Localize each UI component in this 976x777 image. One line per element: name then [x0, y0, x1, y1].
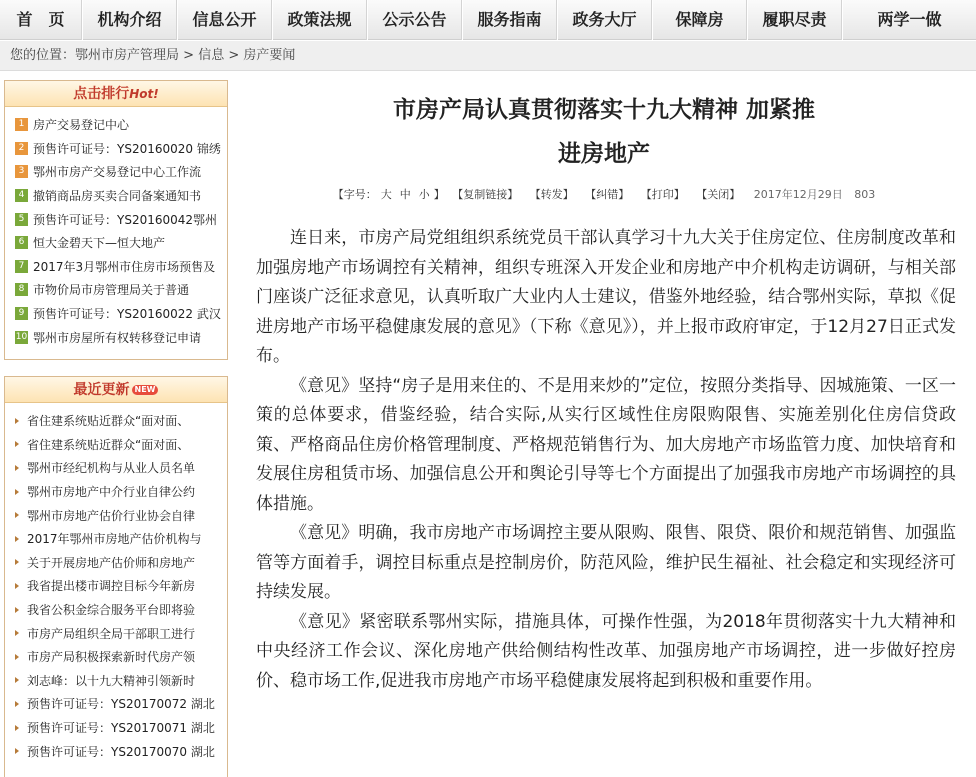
hot-item[interactable] — [15, 255, 227, 279]
hot-item[interactable] — [15, 207, 227, 231]
list-item[interactable] — [15, 692, 227, 716]
list-item-text: 我省公积金综合服务平台即将验 — [27, 603, 196, 618]
bullet-icon — [15, 630, 19, 636]
article-paragraph: 《意见》紧密联系鄂州实际，措施具体，可操作性强，为2018年贯彻落实十九大精神和中央经济工作会议、深化房地产供给侧结构性改革、加强房地产市场调控，进一步做好控房价、稳市场工作,促进我市房地产市场平稳健康发展将起到积极和重要作用。 — [256, 611, 956, 691]
list-item-text: 省住建系统贴近群众“面对面、 — [27, 437, 190, 452]
nav-duty[interactable]: 履职尽责 — [747, 0, 842, 40]
hot-item-text: 预售许可证号：YS20160022 武汉 — [33, 307, 221, 322]
hot-ranking-title: 点击排行 — [73, 86, 130, 102]
breadcrumb-sep: > — [179, 48, 199, 63]
breadcrumb-prefix: 您的位置： — [10, 48, 76, 63]
breadcrumb-home[interactable]: 鄂州市房产管理局 — [75, 48, 180, 63]
hot-item-text: 恒大金碧天下—恒大地产 — [33, 236, 166, 251]
list-item[interactable] — [15, 598, 227, 622]
close-button[interactable]: 【关闭】 — [696, 188, 741, 201]
breadcrumb-info[interactable]: 信息 — [198, 48, 225, 63]
font-size-label: 【字号： — [332, 188, 377, 201]
bullet-icon — [15, 607, 19, 613]
list-item[interactable] — [15, 669, 227, 693]
bullet-icon — [15, 465, 19, 471]
list-item-text: 鄂州市房地产中介行业自律公约 — [27, 485, 196, 500]
list-item-text: 预售许可证号：YS20170071 湖北 — [27, 721, 215, 736]
list-item-text: 省住建系统贴近群众“面对面、 — [27, 414, 190, 429]
font-size-end: 】 — [433, 188, 445, 201]
hot-item-text: 鄂州市房产交易登记中心工作流 — [33, 165, 202, 180]
rank-number: 5 — [15, 213, 28, 226]
rank-number: 3 — [15, 165, 28, 178]
list-item-text: 2017年鄂州市房地产估价机构与 — [27, 532, 202, 547]
list-item[interactable] — [15, 409, 227, 433]
article-paragraph: 《意见》明确，我市房地产市场调控主要从限购、限售、限贷、限价和规范销售、加强监管等方面着手，调控目标重点是控制房价，防范风险，维护民生福祉、社会稳定和实现经济可持续发展。 — [256, 523, 956, 602]
list-item-text: 关于开展房地产估价师和房地产 — [27, 555, 196, 570]
rank-number: 1 — [15, 118, 28, 131]
hot-item-text: 2017年3月鄂州市住房市场预售及 — [33, 259, 216, 274]
bullet-icon — [15, 583, 19, 589]
list-item-text: 鄂州市经纪机构与从业人员名单 — [27, 461, 196, 476]
hot-item-text: 市物价局市房管理局关于普通 — [33, 283, 190, 298]
list-item-text: 刘志峰：以十九大精神引领新时 — [27, 673, 196, 688]
nav-gov-hall[interactable]: 政务大厅 — [557, 0, 652, 40]
bullet-icon — [15, 677, 19, 683]
rank-number: 6 — [15, 236, 28, 249]
list-item-text: 预售许可证号：YS20170072 湖北 — [27, 697, 215, 712]
list-item[interactable] — [15, 456, 227, 480]
rank-number: 7 — [15, 260, 28, 273]
bullet-icon — [15, 418, 19, 424]
article-body — [240, 224, 968, 696]
hot-ranking-box — [4, 80, 228, 360]
hot-item[interactable] — [15, 137, 227, 161]
rank-number: 10 — [15, 331, 28, 342]
list-item-text: 预售许可证号：YS20170070 湖北 — [27, 744, 215, 759]
hot-ranking-header — [5, 81, 227, 107]
rank-number: 8 — [15, 283, 28, 296]
nav-service-guide[interactable]: 服务指南 — [462, 0, 557, 40]
forward-button[interactable]: 【转发】 — [529, 188, 574, 201]
bullet-icon — [15, 489, 19, 495]
nav-notice[interactable]: 公示公告 — [367, 0, 462, 40]
nav-info-public[interactable]: 信息公开 — [177, 0, 272, 40]
font-size-large[interactable]: 大 — [380, 188, 392, 201]
bullet-icon — [15, 512, 19, 518]
bullet-icon — [15, 559, 19, 565]
list-item[interactable] — [15, 480, 227, 504]
new-badge: NEW — [132, 385, 159, 395]
hot-item[interactable] — [15, 302, 227, 326]
hot-item[interactable] — [15, 113, 227, 137]
rank-number: 9 — [15, 307, 28, 320]
article-title-line1: 市房产局认真贯彻落实十九大精神 加紧推 — [392, 96, 815, 123]
breadcrumb — [0, 41, 976, 71]
breadcrumb-sep: > — [224, 48, 244, 63]
hot-item[interactable] — [15, 231, 227, 255]
list-item-text: 我省提出楼市调控目标今年新房 — [27, 579, 196, 594]
list-item-text: 市房产局组织全局干部职工进行 — [27, 626, 196, 641]
bullet-icon — [15, 701, 19, 707]
hot-item-text: 预售许可证号：YS20160042鄂州 — [33, 212, 218, 227]
hot-item-text: 撤销商品房买卖合同备案通知书 — [33, 189, 202, 204]
latest-updates-header — [5, 377, 227, 403]
hot-item-text: 预售许可证号：YS20160020 锦绣 — [33, 141, 221, 156]
font-size-medium[interactable]: 中 — [399, 188, 411, 201]
hot-ranking-list — [5, 107, 227, 349]
publish-date: 2017年12月29日 — [753, 188, 843, 201]
rank-number: 4 — [15, 189, 28, 202]
font-size-small[interactable]: 小 — [418, 188, 430, 201]
view-count: 803 — [854, 188, 876, 201]
article-title-line2: 进房地产 — [558, 140, 650, 167]
bullet-icon — [15, 441, 19, 447]
list-item[interactable] — [15, 574, 227, 598]
list-item[interactable] — [15, 621, 227, 645]
bullet-icon — [15, 654, 19, 660]
bullet-icon — [15, 748, 19, 754]
latest-updates-box — [4, 376, 228, 777]
correction-button[interactable]: 【纠错】 — [585, 188, 630, 201]
rank-number: 2 — [15, 142, 28, 155]
hot-item[interactable] — [15, 184, 227, 208]
bullet-icon — [15, 725, 19, 731]
hot-item[interactable] — [15, 160, 227, 184]
print-button[interactable]: 【打印】 — [640, 188, 685, 201]
copy-link-button[interactable]: 【复制链接】 — [452, 188, 519, 201]
article — [240, 88, 968, 696]
list-item[interactable] — [15, 503, 227, 527]
nav-study[interactable]: 两学一做 — [842, 0, 976, 40]
hot-item-text: 房产交易登记中心 — [33, 118, 130, 133]
article-title — [240, 88, 968, 176]
hot-tag: Hot! — [129, 87, 159, 101]
list-item[interactable] — [15, 527, 227, 551]
article-paragraph: 《意见》坚持“房子是用来住的、不是用来炒的”定位，按照分类指导、因城施策、一区一策的总体要求，借鉴经验，结合实际,从实行区域性住房限购限售、实施差别化住房信贷政策、严格商品住房价格管理制度、严格规范销售行为、加大房地产市场监管力度、加快培育和发展住房租赁市场、加强信息公开和舆论引导等七个方面提出了加强我市房地产市场调控的具体措施。 — [256, 375, 956, 514]
list-item[interactable] — [15, 645, 227, 669]
article-paragraph: 连日来，市房产局党组组织系统党员干部认真学习十九大关于住房定位、住房制度改革和加强房地产市场调控有关精神，组织专班深入开发企业和房地产中介机构走访调研，与相关部门座谈广泛征求意见，认真听取广大业内人士建议，借鉴外地经验，结合鄂州实际，草拟《促进房地产市场平稳健康发展的意见》（下称《意见》），并上报市政府审定，于12月27日正式发布。 — [256, 228, 956, 366]
top-nav — [0, 0, 976, 40]
list-item[interactable] — [15, 739, 227, 763]
latest-updates-title: 最近更新 — [73, 382, 130, 398]
hot-item[interactable] — [15, 325, 227, 349]
hot-item-text: 鄂州市房屋所有权转移登记申请 — [33, 330, 202, 345]
breadcrumb-news[interactable]: 房产要闻 — [243, 48, 296, 63]
article-meta — [240, 186, 968, 202]
list-item[interactable] — [15, 716, 227, 740]
nav-home[interactable]: 首 页 — [0, 0, 82, 40]
hot-item[interactable] — [15, 278, 227, 302]
nav-housing[interactable]: 保障房 — [652, 0, 747, 40]
list-item-text: 鄂州市房地产估价行业协会自律 — [27, 508, 196, 523]
list-item[interactable] — [15, 551, 227, 575]
nav-org-intro[interactable]: 机构介绍 — [82, 0, 177, 40]
list-item-text: 市房产局积极探索新时代房产领 — [27, 650, 196, 665]
latest-updates-list — [5, 403, 227, 763]
list-item[interactable] — [15, 433, 227, 457]
nav-policy[interactable]: 政策法规 — [272, 0, 367, 40]
bullet-icon — [15, 536, 19, 542]
